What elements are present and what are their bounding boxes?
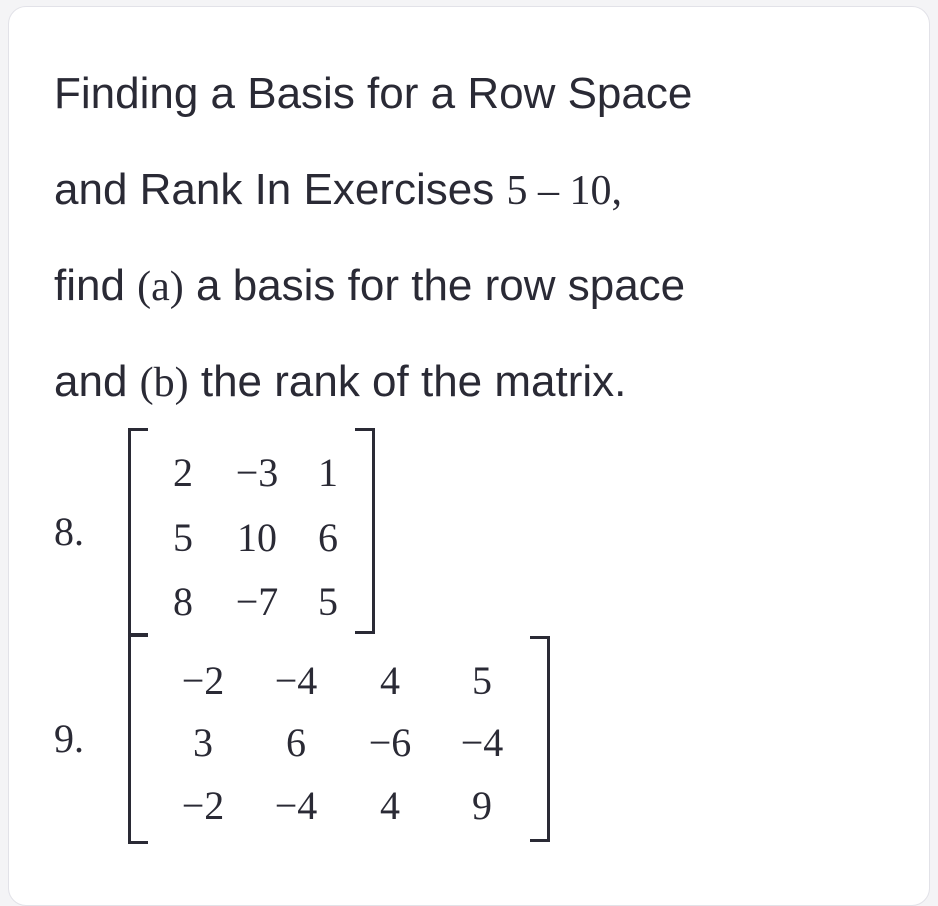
exercise-range: 5 – 10, bbox=[506, 168, 622, 214]
matrix-8-cell: 5 bbox=[173, 515, 193, 560]
matrix-8-cell: 6 bbox=[318, 515, 338, 560]
matrix-8-cell: 5 bbox=[318, 579, 338, 624]
problem-title-text: Finding a Basis for a Row Space bbox=[54, 69, 693, 118]
problem-line-3-start: find bbox=[54, 261, 138, 310]
matrix-8-cell: 10 bbox=[237, 515, 277, 560]
matrix-9-cell: −4 bbox=[274, 658, 318, 703]
matrix-9-cell: 5 bbox=[472, 658, 492, 703]
matrix-8-cell: 8 bbox=[173, 579, 193, 624]
matrix-8-cell: 2 bbox=[173, 450, 193, 495]
matrix-9-cell: −4 bbox=[460, 720, 504, 765]
matrix-8-cell: −7 bbox=[235, 579, 279, 624]
matrix-9-cell: −6 bbox=[368, 720, 412, 765]
matrix-9-cell: −2 bbox=[181, 783, 225, 828]
matrix-9-right-bracket bbox=[530, 636, 550, 842]
problem-line-4-end: the rank of the matrix. bbox=[188, 357, 627, 406]
matrix-9-cell: 3 bbox=[193, 720, 213, 765]
exercise-9-number: 9. bbox=[54, 716, 84, 761]
matrix-9-cell: 6 bbox=[286, 720, 306, 765]
part-b-label: (b) bbox=[139, 360, 189, 406]
problem-line-2 bbox=[54, 165, 622, 214]
matrix-9-cell: −4 bbox=[274, 783, 318, 828]
matrix-9-cell: 9 bbox=[472, 783, 492, 828]
problem-line-2-text: and Rank In Exercises bbox=[54, 165, 507, 214]
matrix-9-cell: 4 bbox=[380, 658, 400, 703]
matrix-9-left-bracket bbox=[128, 634, 148, 844]
part-a-label: (a) bbox=[137, 264, 184, 310]
matrix-8-cell: −3 bbox=[235, 450, 279, 495]
problem-line-3 bbox=[54, 261, 686, 310]
matrix-9-cell: −2 bbox=[181, 658, 225, 703]
matrix-9-cell: 4 bbox=[380, 783, 400, 828]
problem-line-1 bbox=[54, 69, 693, 118]
problem-line-4 bbox=[54, 357, 627, 406]
exercise-8-number: 8. bbox=[54, 509, 84, 554]
problem-line-3-end: a basis for the row space bbox=[183, 261, 686, 310]
problem-line-4-start: and bbox=[54, 357, 140, 406]
matrix-8-cell: 1 bbox=[318, 450, 338, 495]
